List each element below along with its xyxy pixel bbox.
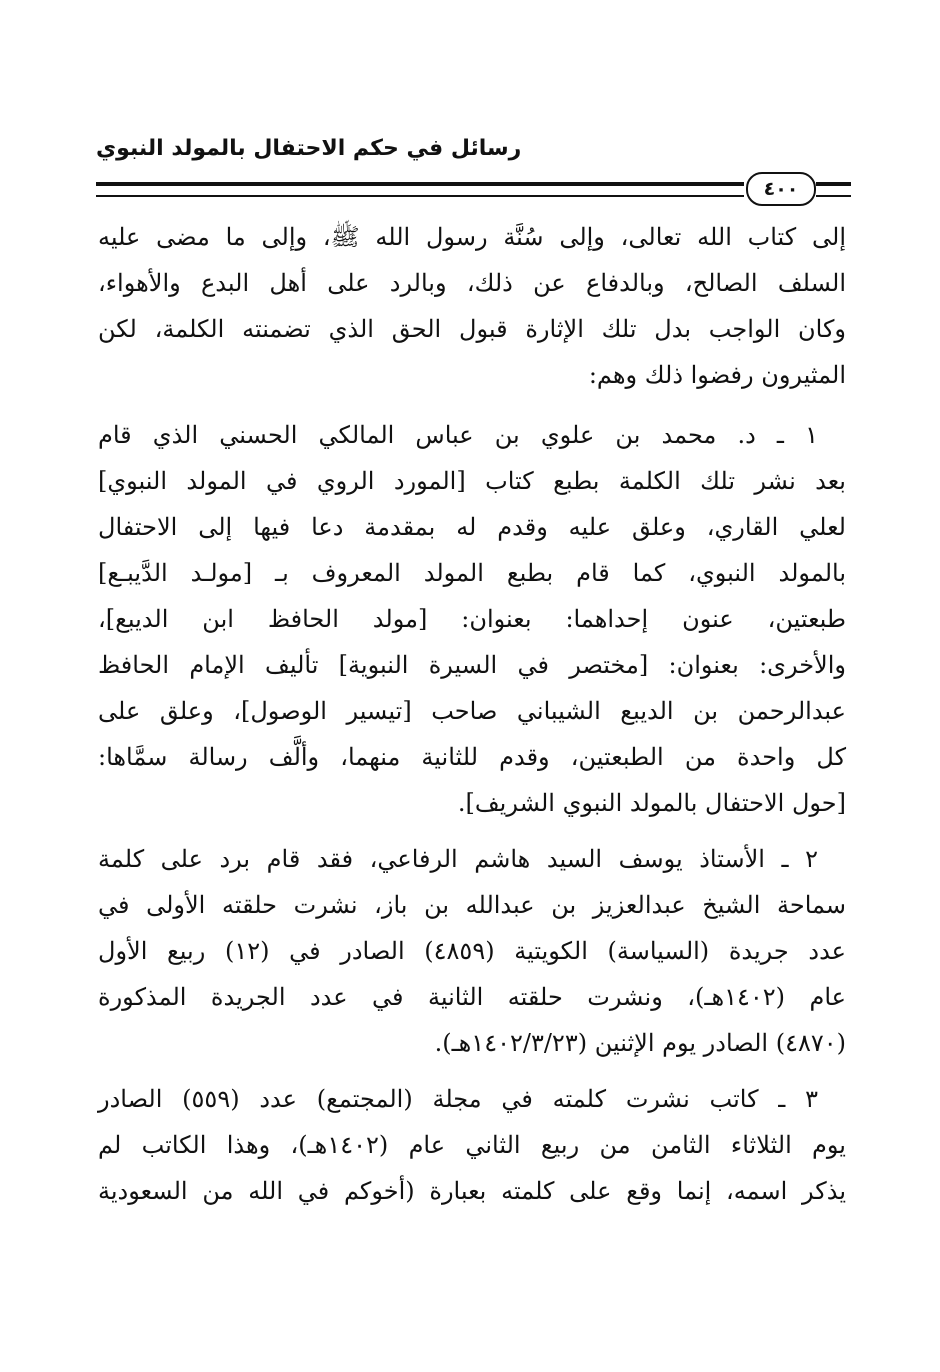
text-line: بعد نشر تلك الكلمة بطبع كتاب [المورد الروي في المولد النبوي]: [98, 467, 846, 495]
text-line: المثيرون رفضوا ذلك وهم:: [588, 361, 846, 389]
page-body: [98, 214, 846, 1214]
paragraph-intro: [98, 214, 846, 398]
text-line: (٤٨٧٠) الصادر يوم الإثنين (١٤٠٢/٣/٢٣هـ).: [434, 1029, 846, 1057]
text-line: السلف الصالح، وبالدفاع عن ذلك، وبالرد على أهل البدع والأهواء،: [98, 269, 846, 297]
text-line: [حول الاحتفال بالمولد النبوي الشريف].: [457, 789, 846, 817]
text-line: إلى كتاب الله تعالى، وإلى سُنَّة رسول الله ﷺ، وإلى ما مضى عليه: [98, 223, 846, 251]
running-header-title: رسائل في حكم الاحتفال بالمولد النبوي: [96, 136, 522, 161]
text-line: يوم الثلاثاء الثامن من ربيع الثاني عام (١٤٠٢هـ)، وهذا الكاتب لم: [98, 1131, 846, 1159]
text-line: يذكر اسمه، إنما وقع على كلمته بعبارة (أخوكم في الله من السعودية: [98, 1177, 846, 1205]
text-line: طبعتين، عنون إحداهما: بعنوان: [مولد الحافظ ابن الديبع]،: [98, 605, 846, 633]
paragraph-item-1: [98, 412, 846, 826]
paragraph-item-3: [98, 1076, 846, 1214]
paragraph-item-2: [98, 836, 846, 1066]
text-line: عام (١٤٠٢هـ)، ونشرت حلقته الثانية في عدد الجريدة المذكورة: [98, 983, 846, 1011]
text-line: سماحة الشيخ عبدالعزيز بن عبدالله بن باز، نشرت حلقته الأولى في: [98, 891, 846, 919]
text-line: عدد جريدة (السياسة) الكويتية (٤٨٥٩) الصادر في (١٢) ربيع الأول: [98, 937, 846, 965]
page-number-badge: ٤٠٠: [746, 172, 816, 206]
text-line: والأخرى: بعنوان: [مختصر في السيرة النبوية] تأليف الإمام الحافظ: [98, 651, 846, 679]
text-line: كل واحدة من الطبعتين، وقدم للثانية منهما، وألَّف رسالة سمَّاها:: [98, 743, 846, 771]
text-line: ٣ ـ كاتب نشرت كلمته في مجلة (المجتمع) عدد (٥٥٩) الصادر: [98, 1085, 818, 1113]
header-rule-left: [96, 182, 744, 197]
text-line: ١ ـ د. محمد بن علوي بن عباس المالكي الحسني الذي قام: [98, 421, 818, 449]
text-line: ٢ ـ الأستاذ يوسف السيد هاشم الرفاعي، فقد قام برد على كلمة: [98, 845, 818, 873]
text-line: لعلي القاري، وعلق عليه وقدم له بمقدمة دعا فيها إلى الاحتفال: [98, 513, 846, 541]
text-line: بالمولد النبوي، كما قام بطبع المولد المعروف بـ [مولـد الدَّيبـع]: [98, 559, 846, 587]
header-rule-right: [816, 182, 851, 197]
text-line: وكان الواجب بدل تلك الإثارة قبول الحق الذي تضمنته الكلمة، لكن: [98, 315, 846, 343]
text-line: عبدالرحمن بن الديبع الشيباني صاحب [تيسير الوصول]، وعلق على: [98, 697, 846, 725]
